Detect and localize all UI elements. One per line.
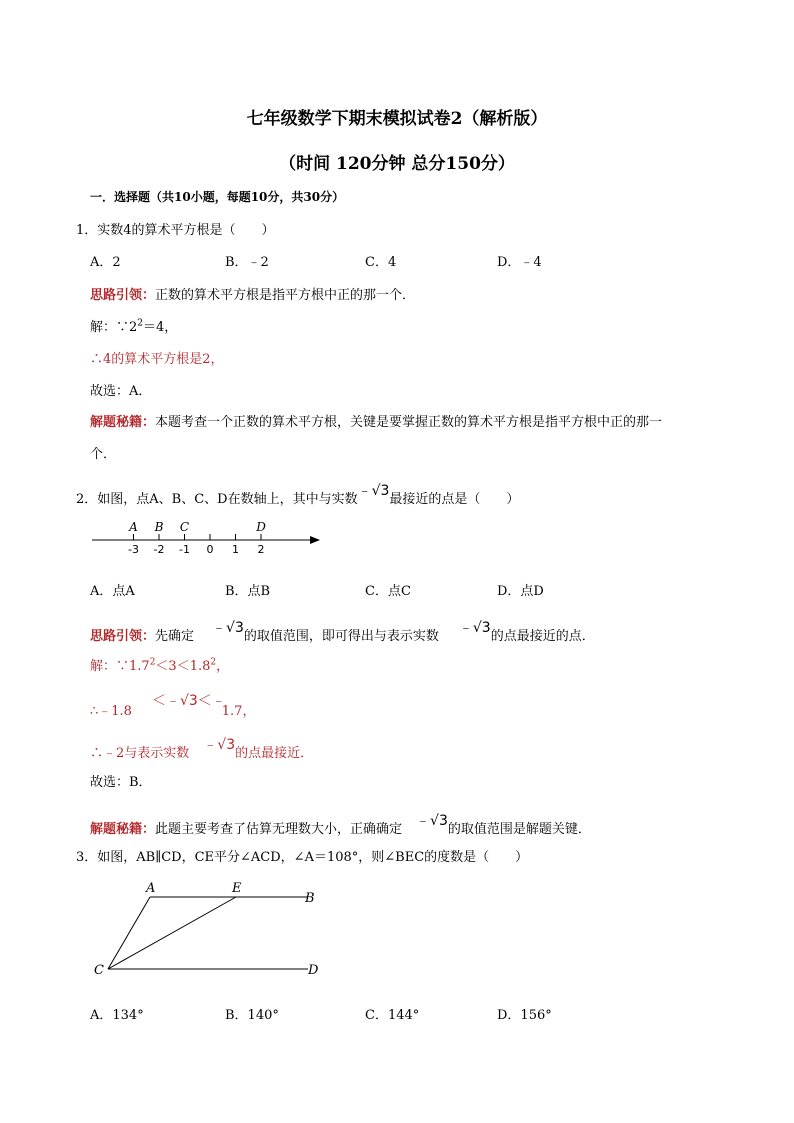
number-line-point-label: A [129, 520, 138, 534]
label-b: B [305, 891, 315, 906]
q1-option-d: D．﹣4 [497, 255, 542, 270]
page-title: 七年级数学下期末模拟试卷2（解析版） [246, 109, 548, 129]
q2-option-b: B．点B [225, 584, 271, 599]
q2-sol3-root: ﹣√3 [203, 737, 236, 753]
number-line-tick-label: -3 [128, 543, 139, 556]
q2-hint-root: ﹣√3 [212, 620, 244, 636]
q1-sol1-sup: 2 [137, 318, 144, 329]
q3-option-d: D．156° [497, 1008, 552, 1023]
q1-hint-text: 正数的算术平方根是指平方根中正的那一个． [155, 288, 416, 303]
q2-sol2-text-c: 1.7， [221, 704, 256, 719]
q2-stem-text-b: 最接近的点是（ ） [389, 492, 520, 507]
q3-option-c: C．144° [365, 1008, 420, 1023]
q1-option-a: A．2 [90, 255, 121, 270]
q1-sol1-text: 解：∵2 [90, 320, 138, 335]
number-line-tick-label: 0 [206, 543, 214, 556]
q2-secret-text-a: 此题主要考查了估算无理数大小，正确确定 [155, 822, 403, 837]
q1-secret-text: 本题考查一个正数的算术平方根，关键是要掌握正数的算术平方根是指平方根中正的那一 [155, 415, 663, 430]
q2-solution-line-2 [90, 693, 256, 720]
q1-solution-line-1 [90, 316, 177, 335]
q2-secret [90, 813, 591, 838]
label-a: A [146, 881, 156, 896]
number-line-point-label: C [179, 520, 190, 534]
q2-option-d: D．点D [497, 584, 544, 599]
q2-sol1-text-b: ＜3＜1.8 [155, 659, 211, 674]
q1-solution-line-2: ∴4的算术平方根是2， [90, 352, 224, 367]
q3-option-b: B．140° [225, 1008, 279, 1023]
q2-hint-text-b: 的取值范围，即可得出与表示实数 [243, 629, 439, 644]
q2-solution-line-3 [90, 737, 314, 762]
q2-option-c: C．点C [365, 584, 411, 599]
segment-ac [108, 897, 150, 969]
number-line-figure [88, 514, 328, 562]
number-line-point-label: D [256, 520, 266, 534]
q1-secret-continued: 个． [90, 447, 117, 462]
q2-answer: 故选：B． [90, 775, 152, 790]
number-line-tick-label: 1 [232, 543, 239, 556]
section-heading: 一．选择题（共10小题，每题10分，共30分） [90, 190, 345, 204]
question-2-stem [76, 483, 520, 508]
q3-option-a: A．134° [90, 1008, 144, 1023]
label-c: C [94, 963, 104, 978]
q2-sol1-text-c: ， [216, 659, 230, 674]
q1-hint-label: 思路引领： [90, 288, 156, 303]
q1-hint [90, 284, 415, 303]
q2-stem-root: ﹣√3 [357, 483, 390, 499]
q1-secret-label: 解题秘籍： [90, 415, 156, 430]
number-line-tick-label: 2 [257, 543, 265, 556]
q2-hint-root-2: ﹣√3 [458, 620, 491, 636]
q1-answer: 故选：A． [90, 384, 152, 399]
q2-sol1-sup-2: 2 [210, 657, 217, 668]
number-line-point-label: B [154, 520, 164, 534]
q2-sol2-text-a: ∴﹣1.8 [90, 704, 132, 719]
q2-sol3-text-a: ∴﹣2与表示实数 [90, 746, 190, 761]
label-d: D [308, 963, 319, 978]
page-subtitle: （时间 120分钟 总分150分） [279, 154, 515, 174]
q2-secret-label: 解题秘籍： [90, 822, 156, 837]
number-line-arrow [310, 536, 320, 544]
q2-hint [90, 620, 595, 645]
q2-secret-root: ﹣√3 [416, 813, 448, 829]
number-line-tick-label: -2 [153, 543, 165, 556]
q1-secret [90, 411, 662, 430]
question-1-stem: 1．实数4的算术平方根是（ ） [76, 223, 275, 238]
q2-sol1-sup-1: 2 [149, 657, 156, 668]
q2-sol1-text: 解：∵1.7 [90, 659, 150, 674]
q2-hint-label: 思路引领： [90, 629, 156, 644]
q2-option-a: A．点A [90, 584, 135, 599]
question-3-stem: 3．如图，AB∥CD，CE平分∠ACD，∠A＝108°，则∠BEC的度数是（ ） [76, 850, 529, 865]
q2-sol3-text-b: 的点最接近． [235, 746, 314, 761]
q1-sol1-text-b: ＝4， [143, 320, 178, 335]
segment-ce [108, 897, 236, 969]
q1-option-b: B．﹣2 [225, 255, 269, 270]
number-line-tick-label: -1 [179, 543, 190, 556]
q2-stem-text: 2．如图，点A、B、C、D在数轴上，其中与实数 [76, 492, 358, 507]
q2-secret-text-b: 的取值范围是解题关键． [447, 822, 591, 837]
q2-hint-text-c: 的点最接近的点． [490, 629, 595, 644]
label-e: E [232, 881, 242, 896]
q2-hint-text-a: 先确定 [155, 629, 195, 644]
q2-sol2-inequality: ＜﹣√3＜﹣ [151, 693, 226, 709]
q2-solution-line-1 [90, 655, 229, 674]
q1-option-c: C．4 [365, 255, 397, 270]
parallel-lines-figure [88, 876, 338, 984]
